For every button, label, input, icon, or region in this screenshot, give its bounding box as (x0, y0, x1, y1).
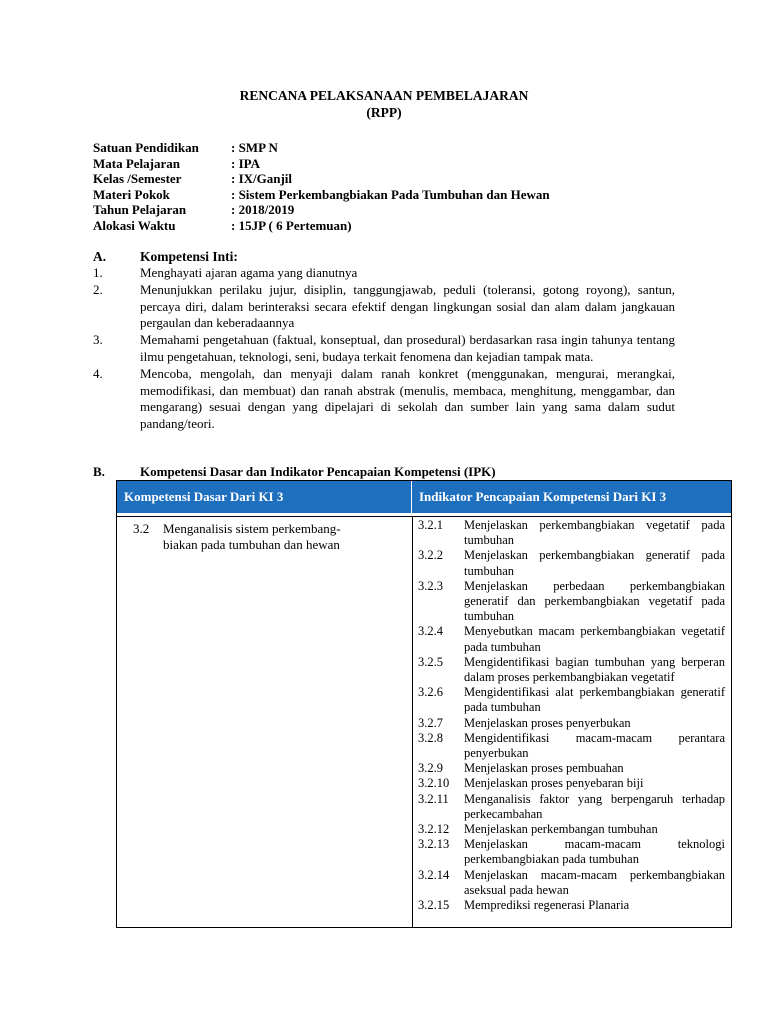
ipk-text: Menjelaskan proses penyerbukan (464, 715, 631, 730)
document-subtitle: (RPP) (366, 105, 402, 120)
ipk-cell (413, 517, 731, 928)
identity-row (93, 218, 550, 234)
section-letter: A. (93, 249, 107, 264)
kd-line (133, 521, 412, 537)
ipk-item (418, 776, 725, 791)
section-title: Kompetensi Inti: (140, 249, 238, 264)
section-b-heading (93, 464, 496, 480)
identity-value: : 2018/2019 (231, 202, 295, 218)
item-number: 1. (93, 265, 103, 280)
ipk-text: Menjelaskan macam-macam teknologi perkembangbiakan pada tumbuhan (464, 837, 725, 867)
identity-value: : SMP N (231, 140, 278, 155)
ipk-number: 3.2.15 (418, 898, 450, 913)
ipk-item (418, 579, 725, 625)
ipk-item (418, 731, 725, 761)
item-text: Mencoba, mengolah, dan menyaji dalam ranah konkret (menggunakan, mengurai, merangkai, memodifikasi, dan membuat) dan ranah abstrak (menulis, membaca, menghitung, menggambar, dan mengarang) sesuai dengan yang dipelajari di sekolah dan sumber lain yang sama dalam sudut pandang/teori. (140, 365, 675, 432)
kd-text-line1: Menganalisis sistem perkembang- (163, 521, 341, 536)
ipk-number: 3.2.6 (418, 685, 443, 700)
ipk-item (418, 655, 725, 685)
identity-row (93, 140, 550, 156)
list-item (93, 265, 675, 282)
ipk-text: Menjelaskan macam-macam perkembangbiakan aseksual pada hewan (464, 867, 725, 897)
identity-row (93, 202, 550, 218)
ipk-number: 3.2.7 (418, 715, 443, 730)
ipk-number: 3.2.11 (418, 791, 449, 806)
identity-label: Satuan Pendidikan (93, 140, 199, 155)
ipk-text: Menjelaskan perbedaan perkembangbiakan generatif dan perkembangbiakan vegetatif pada tumbuhan (464, 578, 725, 624)
identity-value: : IPA (231, 155, 261, 171)
identity-value: : IX/Ganjil (231, 171, 293, 187)
table-header-row (117, 481, 731, 513)
ipk-number: 3.2.1 (418, 518, 443, 532)
identity-label: Materi Pokok (93, 186, 170, 202)
kd-code: 3.2 (133, 521, 150, 536)
ipk-text: Menjelaskan perkembangbiakan generatif pada tumbuhan (464, 548, 725, 578)
ipk-number: 3.2.12 (418, 822, 450, 837)
identity-label: Tahun Pelajaran (93, 202, 187, 218)
table-row (117, 516, 731, 928)
identity-row (93, 156, 550, 172)
ipk-number: 3.2.13 (418, 837, 450, 852)
ipk-text: Menyebutkan macam perkembangbiakan vegetatif pada tumbuhan (464, 624, 725, 654)
identity-label: Alokasi Waktu (93, 217, 176, 233)
ipk-text: Menganalisis faktor yang berpengaruh terhadap perkecambahan (464, 791, 725, 821)
section-letter: B. (93, 464, 105, 479)
kd-cell (117, 517, 413, 928)
identity-row (93, 171, 550, 187)
ipk-text: Mengidentifikasi macam-macam perantara penyerbukan (464, 730, 725, 761)
ipk-text: Menjelaskan proses penyebaran biji (464, 776, 644, 791)
identity-value: : 15JP ( 6 Pertemuan) (231, 217, 352, 233)
ipk-item (418, 518, 725, 548)
ipk-number: 3.2.2 (418, 548, 443, 563)
item-text: Menghayati ajaran agama yang dianutnya (140, 265, 358, 280)
ipk-item (418, 761, 725, 776)
identity-label: Mata Pelajaran (93, 155, 181, 171)
identity-label: Kelas /Semester (93, 171, 182, 187)
item-text: Menunjukkan perilaku jujur, disiplin, tanggungjawab, peduli (toleransi, gotong royong), santun, percaya diri, dalam berinteraksi secara efektif dengan lingkungan sosial dan alam dalam jangkauan pergaulan dan keberadaannya (140, 281, 675, 331)
item-number: 4. (93, 365, 103, 381)
kd-ipk-table (116, 480, 732, 928)
ipk-text: Menjelaskan perkembangan tumbuhan (464, 822, 658, 837)
identity-table (93, 140, 550, 234)
ipk-text: Menjelaskan perkembangbiakan vegetatif pada tumbuhan (464, 518, 725, 548)
table-header-kd: Kompetensi Dasar Dari KI 3 (117, 481, 412, 513)
ipk-item (418, 685, 725, 715)
identity-value: : Sistem Perkembangbiakan Pada Tumbuhan dan Hewan (231, 186, 550, 202)
ipk-number: 3.2.14 (418, 867, 450, 882)
ipk-number: 3.2.10 (418, 776, 450, 791)
ipk-item (418, 822, 725, 837)
ipk-item (418, 898, 725, 913)
ipk-number: 3.2.5 (418, 654, 443, 669)
identity-row (93, 187, 550, 203)
ipk-number: 3.2.3 (418, 578, 443, 593)
ipk-text: Mengidentifikasi bagian tumbuhan yang berperan dalam proses perkembangbiakan vegetatif (464, 654, 725, 685)
ipk-text: Mengidentifikasi alat perkembangbiakan generatif pada tumbuhan (464, 685, 725, 715)
section-a-heading (93, 249, 238, 265)
document-title: RENCANA PELAKSANAAN PEMBELAJARAN (239, 88, 529, 103)
item-number: 3. (93, 332, 103, 348)
list-item (93, 366, 675, 433)
ipk-item (418, 792, 725, 822)
ipk-text: Menjelaskan proses pembuahan (464, 761, 624, 776)
ipk-number: 3.2.8 (418, 730, 443, 745)
list-item (93, 282, 675, 332)
ipk-item (418, 868, 725, 898)
ipk-item (418, 837, 725, 867)
kompetensi-inti-list (93, 265, 675, 433)
ipk-number: 3.2.9 (418, 761, 443, 776)
list-item (93, 332, 675, 366)
kd-text-line2: biakan pada tumbuhan dan hewan (163, 536, 340, 552)
item-number: 2. (93, 281, 103, 297)
ipk-item (418, 716, 725, 731)
ipk-text: Memprediksi regenerasi Planaria (464, 898, 630, 913)
ipk-item (418, 624, 725, 654)
ipk-item (418, 548, 725, 578)
section-title: Kompetensi Dasar dan Indikator Pencapaian Kompetensi (IPK) (140, 464, 496, 479)
table-header-ipk: Indikator Pencapaian Kompetensi Dari KI 3 (412, 481, 731, 513)
ipk-number: 3.2.4 (418, 624, 443, 639)
item-text: Memahami pengetahuan (faktual, konseptual, dan prosedural) berdasarkan rasa ingin tahunya tentang ilmu pengetahuan, teknologi, seni, budaya terkait fenomena dan kejadian tampak mata. (140, 332, 675, 364)
